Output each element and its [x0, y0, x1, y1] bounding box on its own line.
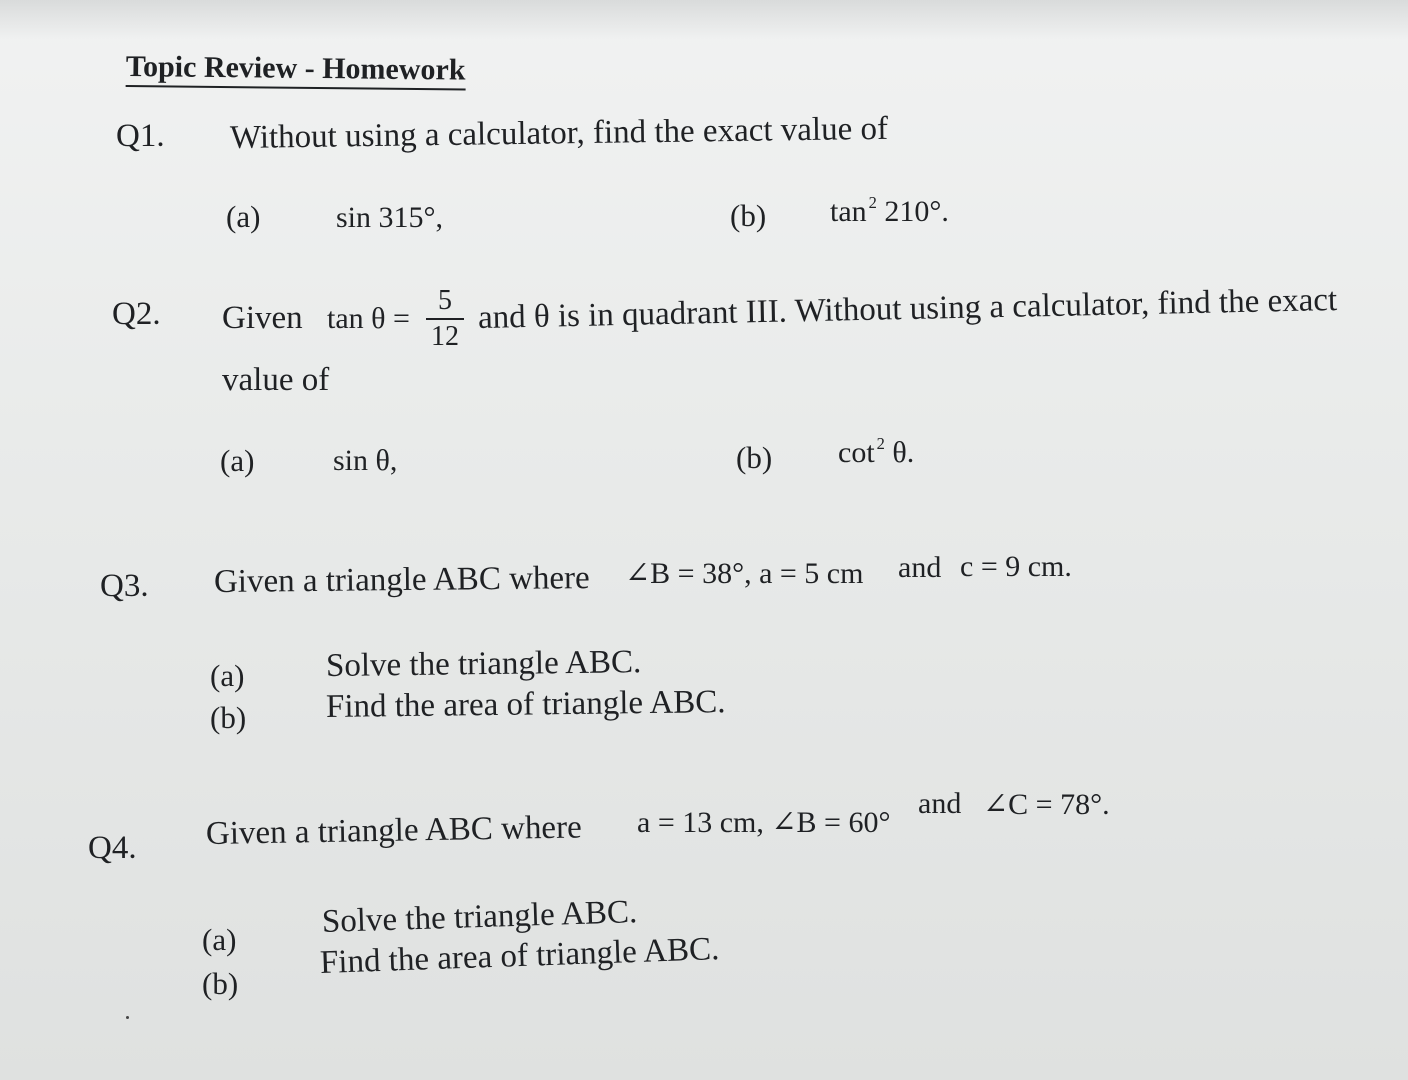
q3-and: and [898, 551, 942, 584]
paper-fold-shadow [0, 0, 1408, 40]
q4-c-value: ∠C = 78°. [983, 788, 1110, 821]
q3-c-value: c = 9 cm. [960, 550, 1072, 583]
q2-a-expression: sin θ, [333, 444, 398, 477]
q3-b-label: (b) [210, 700, 247, 735]
q4-b-label: (b) [202, 966, 239, 1001]
q2-prompt-rest: and θ is in quadrant III. Without using a calculator, find the exact [477, 282, 1338, 336]
q2-fraction-numerator: 5 [426, 284, 464, 320]
q1-b-label: (b) [730, 198, 767, 233]
q2-b-expression [838, 434, 914, 470]
q1-prompt: Without using a calculator, find the exact value of [229, 110, 889, 156]
q1-b-expression [830, 193, 949, 229]
q2-b-label: (b) [736, 440, 773, 475]
q2-fraction-denominator: 12 [431, 321, 459, 352]
q1-number: Q1. [116, 118, 165, 154]
q2-given: Given [222, 300, 303, 336]
q1-a-label: (a) [226, 199, 261, 234]
q4-prompt: Given a triangle ABC where [205, 809, 582, 852]
q1-b-exponent: 2 [868, 193, 877, 212]
q2-number: Q2. [112, 296, 161, 332]
q4-a-text: Solve the triangle ABC. [321, 894, 638, 940]
q2-fraction [426, 284, 464, 354]
q4-b-text: Find the area of triangle ABC. [319, 931, 720, 981]
q1-a-expression: sin 315°, [336, 201, 444, 234]
q1-b-function: tan [830, 195, 867, 229]
q4-a-label: (a) [202, 922, 237, 957]
paper-speck [126, 1016, 129, 1019]
q3-a-label: (a) [210, 658, 245, 693]
q3-a-text: Solve the triangle ABC. [325, 644, 642, 684]
q2-b-function: cot [838, 436, 875, 470]
q1-b-argument: 210°. [884, 195, 949, 229]
q3-given-values: ∠B = 38°, a = 5 cm [625, 557, 864, 590]
page-title: Topic Review - Homework [126, 50, 466, 91]
q3-prompt: Given a triangle ABC where [213, 560, 590, 600]
q3-number: Q3. [100, 568, 149, 604]
q2-tan-expression: tan θ = [327, 302, 410, 335]
q4-number: Q4. [88, 830, 137, 866]
q2-b-exponent: 2 [876, 434, 885, 453]
q4-and: and [918, 787, 962, 820]
q3-b-text: Find the area of triangle ABC. [325, 684, 726, 725]
q2-b-argument: θ. [892, 436, 915, 470]
q2-prompt-line2: value of [222, 362, 330, 398]
q2-a-label: (a) [220, 443, 255, 478]
q4-given-values: a = 13 cm, ∠B = 60° [637, 806, 891, 839]
